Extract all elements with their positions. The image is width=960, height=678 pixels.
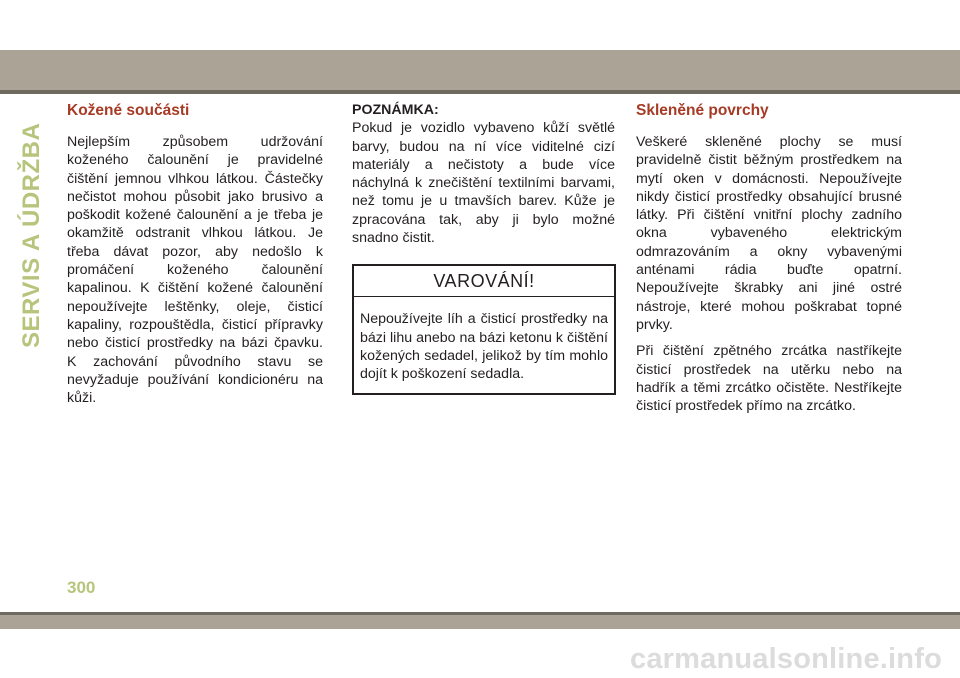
- page-number: 300: [67, 578, 96, 597]
- note-label: POZNÁMKA:: [352, 102, 439, 118]
- middle-column: [352, 101, 615, 395]
- warning-text: Nepoužívejte líh a čisticí prostředky na bázi lihu anebo na bázi ketonu k čištění kožených sedadel, jelikož by tím mohlo dojít k poškození sedadla.: [360, 311, 608, 383]
- note-text: Pokud je vozidlo vybaveno kůží světlé barvy, budou na ní více viditelné cizí materiály a nečistoty a bude více náchylná k znečištění textilními barvami, než tomu je u tmavších barev. Kůže je zpracována tak, aby ji bylo možné snadno čistit.: [352, 120, 615, 247]
- watermark: carmanualsonline.info: [630, 643, 942, 675]
- leather-heading: Kožené součásti: [67, 102, 190, 119]
- header-rule: [0, 90, 960, 94]
- warning-box: [352, 264, 616, 394]
- glass-paragraph-2: Při čištění zpětného zrcátka nastříkejte čisticí prostředek na utěrku nebo na hadřík a těmi zrcátko očistěte. Nestříkejte čisticí prostředek přímo na zrcátko.: [636, 343, 902, 415]
- left-column: [67, 101, 323, 407]
- header-band: [0, 50, 960, 90]
- warning-title: VAROVÁNÍ!: [354, 266, 614, 297]
- glass-heading: Skleněné povrchy: [636, 102, 769, 119]
- section-side-title: SERVIS A ÚDRŽBA: [18, 122, 45, 348]
- leather-body: Nejlepším způsobem udržování koženého čalounění je pravidelné čištění jemnou vlhkou látkou. Částečky nečistot mohou působit jako brusivo a poškodit kožené čalounění a je třeba je okamžitě odstranit vlhkou látkou. Je třeba dávat pozor, aby nedošlo k promáčení koženého čalounění kapalinou. K čištění kožené čalounění nepoužívejte leštěnky, oleje, čisticí kapaliny, rozpouštědla, čisticí přípravky nebo čisticí prostředky na bázi čpavku. K zachování původního stavu se nevyžaduje používání kondicionéru na kůži.: [67, 134, 323, 407]
- right-column: [636, 101, 902, 415]
- footer-band: [0, 615, 960, 629]
- glass-paragraph-1: Veškeré skleněné plochy se musí pravidelně čistit běžným prostředkem na mytí oken v domácnosti. Nepoužívejte nikdy čisticí prostředky obsahující brusné látky. Při čištění vnitřní plochy zadního okna vybaveného elektrickým odmrazováním a okny vybavenými anténami rádia buďte opatrní. Nepoužívejte škrabky ani jiné ostré nástroje, které mohou poškrabat topné prvky.: [636, 134, 902, 333]
